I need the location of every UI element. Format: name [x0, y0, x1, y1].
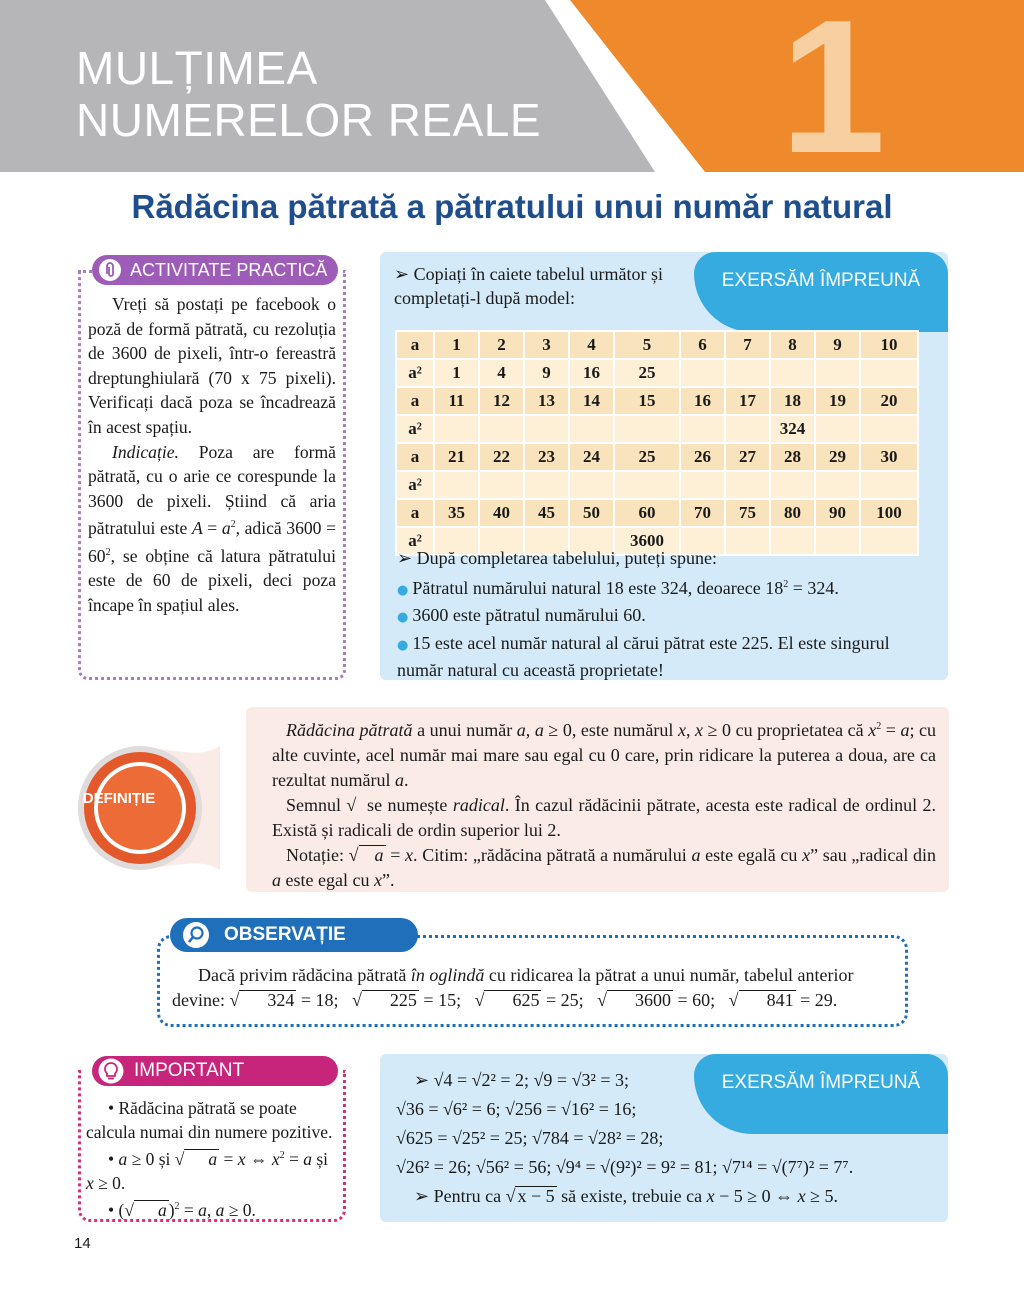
t: .: [403, 770, 409, 790]
t: ”.: [381, 870, 395, 890]
arrow-icon: ➢: [396, 1070, 434, 1090]
table-cell: 80: [770, 499, 815, 527]
var-a: a: [900, 720, 910, 740]
var-a: a: [272, 870, 281, 890]
table-cell: 28: [770, 443, 815, 471]
conclusion-1-end: = 324.: [788, 577, 839, 598]
var-x: x: [237, 1148, 246, 1169]
table-cell: 6: [680, 331, 725, 359]
t: ): [168, 1199, 175, 1220]
table-cell: 2: [479, 331, 524, 359]
table-cell: [725, 415, 770, 443]
activity-p2-text: Poza are formă pătrată, cu o arie ce corespunde la 3600 de pixeli. Știind că aria pătratului este: [88, 441, 336, 539]
table-cell: [725, 471, 770, 499]
t: ≥ 0, este numărul: [543, 720, 678, 740]
observation-paragraph: Dacă privim rădăcina pătrată în oglindă cu ridicarea la pătrat a unui număr, tabelul anterior devine: √ 324 = 18; √ 225 = 15; √ 625 = 25; √ 3600 = 60; √ 841 = 29.: [172, 965, 854, 1010]
definition-badge: [70, 733, 220, 883]
t: Dacă privim rădăcina pătrată: [198, 965, 411, 985]
t: =: [219, 1148, 238, 1169]
t: Notație:: [286, 845, 349, 865]
t: = 18;: [296, 990, 339, 1010]
table-cell: [770, 471, 815, 499]
t: = 29.: [795, 990, 838, 1010]
important-item-1: • Rădăcina pătrată se poate calcula numai din numere pozitive.: [86, 1098, 333, 1142]
table-cell: 25: [614, 443, 680, 471]
var-x: x: [868, 720, 877, 740]
table-cell: [680, 359, 725, 387]
chapter-title-line1: MULȚIMEA: [76, 42, 318, 94]
definition-paragraph-1: Rădăcina pătrată a unui număr a, a ≥ 0, este numărul x, x ≥ 0 cu proprietatea că $x^2 = a$; cu alte cuvinte, acel număr mai mare sau egal cu 0 care, prin ridicare la puterea a doua, are ca rezultat numărul a.: [272, 720, 937, 790]
term-radical: radical: [452, 795, 505, 815]
table-cell: [434, 415, 479, 443]
t: Pentru ca: [433, 1186, 506, 1206]
table-cell: 45: [524, 499, 569, 527]
table-cell: 100: [860, 499, 918, 527]
table-cell: [815, 471, 860, 499]
line-1: √4 = √2² = 2; √9 = √3² = 3;: [433, 1070, 630, 1090]
table-cell: 5: [614, 331, 680, 359]
t: ” sau „radical din: [810, 845, 937, 865]
exercise-1-intro: [394, 262, 694, 310]
table-row-header: a²: [396, 527, 434, 555]
conclusion-item: [397, 631, 937, 684]
conclusions-intro-text: După completarea tabelului, puteți spune:: [416, 548, 717, 568]
t: a unui număr: [412, 720, 517, 740]
var-x: x: [706, 1186, 715, 1206]
t: ⇔: [245, 1148, 272, 1169]
t: − 5 ≥ 0 ⇔: [714, 1186, 798, 1206]
important-label: IMPORTANT: [134, 1060, 245, 1081]
table-cell: 30: [860, 443, 918, 471]
activity-paragraph-2: Indicație. Poza are formă pătrată, cu o arie ce corespunde la 3600 de pixeli. Știind că aria pătratului este $A = a^2$, adică $3600 = 60^2$, se obține că latura pătratului este de 60 de pixeli, deci poza încape în spațiul ales.: [88, 441, 336, 615]
table-row: [396, 359, 918, 387]
table-cell: 4: [479, 359, 524, 387]
t: =: [385, 845, 406, 865]
radicand: [134, 1200, 169, 1219]
table-cell: 22: [479, 443, 524, 471]
radicand: 3600: [607, 990, 673, 1009]
table-row: [396, 471, 918, 499]
table-cell: 19: [815, 387, 860, 415]
table-cell: 9: [524, 359, 569, 387]
t: cu ridicarea la pătrat a unui număr, tabelul anterior devine:: [172, 965, 854, 1010]
exercise-2-line-3: √625 = √25² = 25; √784 = √28² = 28;: [396, 1128, 664, 1148]
var-a: a: [215, 1199, 225, 1220]
t: ,: [206, 1199, 216, 1220]
activity-p2-after: , adică 3600 = 60: [88, 518, 336, 566]
table-cell: 1: [434, 359, 479, 387]
var-x: x: [405, 845, 414, 865]
conclusion-3: 15 este acel număr natural al cărui pătrat este 225. El este singurul număr natural cu această proprietate!: [397, 632, 890, 680]
table-cell: 70: [680, 499, 725, 527]
table-cell: [524, 415, 569, 443]
var-a: a: [303, 1148, 312, 1169]
table-cell: 29: [815, 443, 860, 471]
t: ,: [685, 720, 696, 740]
table-cell: [614, 415, 680, 443]
var-x: x: [373, 870, 382, 890]
table-cell: [479, 415, 524, 443]
table-cell: 17: [725, 387, 770, 415]
t: ; cu alte cuvinte, acel număr mai mare sau egal cu 0 care, prin ridicare la puterea a doua, are ca rezultat numărul: [272, 720, 937, 790]
var-x: x: [271, 1148, 280, 1169]
t: =: [284, 1148, 304, 1169]
table-cell: 40: [479, 499, 524, 527]
magnifier-icon: [182, 921, 210, 949]
t: = 15;: [418, 990, 462, 1010]
t: ,: [525, 720, 535, 740]
table-cell: [680, 471, 725, 499]
var-x: x: [86, 1172, 94, 1193]
emphasis: în oglindă: [410, 965, 485, 985]
bullet-icon: ●: [397, 582, 409, 598]
table-cell: 324: [770, 415, 815, 443]
activity-paragraph-1: Vreți să postați pe facebook o poză de formă pătrată, cu rezoluția de 3600 de pixeli, într-o fereastră dreptunghiulară (70 x 75 pixeli). Verificați dacă poza se încadrează în acest spațiu.: [88, 294, 336, 437]
table-cell: 1: [434, 331, 479, 359]
table-cell: 20: [860, 387, 918, 415]
section-title: Rădăcina pătrată a pătratului unui număr natural: [131, 188, 893, 225]
table-cell: 24: [569, 443, 614, 471]
exercise-1-intro-text: Copiați în caiete tabelul următor și completați-l după model:: [394, 264, 664, 308]
t: ≥ 5.: [805, 1186, 838, 1206]
table-cell: [860, 471, 918, 499]
activity-banner: [92, 255, 338, 285]
table-cell: 60: [614, 499, 680, 527]
radical-sign: √: [346, 795, 362, 815]
table-cell: 12: [479, 387, 524, 415]
table-row-header: a²: [396, 359, 434, 387]
var-a: a: [221, 518, 231, 539]
table-cell: 23: [524, 443, 569, 471]
table-row-header: a²: [396, 415, 434, 443]
table-cell: 27: [725, 443, 770, 471]
var-a: a: [516, 720, 526, 740]
table-cell: [860, 359, 918, 387]
t: ≥ 0 și: [127, 1148, 175, 1169]
t: . Citim: „rădăcina pătrată a numărului: [413, 845, 692, 865]
table-cell: [434, 471, 479, 499]
table-cell: 4: [569, 331, 614, 359]
table-cell: 7: [725, 331, 770, 359]
var-a: a: [394, 770, 404, 790]
table-row-header: a: [396, 331, 434, 359]
radicand: [359, 845, 386, 864]
table-cell: [569, 415, 614, 443]
t: este egală cu: [700, 845, 803, 865]
var-x: x: [797, 1186, 806, 1206]
definition-paragraph-2: [272, 793, 936, 843]
exercise-2-text: [396, 1066, 944, 1211]
t: • (: [108, 1199, 125, 1220]
table-cell: 15: [614, 387, 680, 415]
table-cell: [680, 415, 725, 443]
table-cell: 16: [680, 387, 725, 415]
radicand: 324: [239, 990, 296, 1009]
table-cell: [860, 415, 918, 443]
conclusion-2: 3600 este pătratul numărului 60.: [412, 605, 646, 625]
t: =: [179, 1199, 199, 1220]
table-cell: 26: [680, 443, 725, 471]
t: =: [881, 720, 901, 740]
t: = 25;: [541, 990, 584, 1010]
arrow-icon: ➢: [397, 548, 417, 568]
t: să existe, trebuie ca: [556, 1186, 707, 1206]
table-cell: [569, 471, 614, 499]
table-cell: 21: [434, 443, 479, 471]
exercise-tab-1: EXERSĂM ÎMPREUNĂ: [694, 252, 948, 332]
squares-table: [395, 330, 919, 556]
conclusions-intro: [397, 546, 937, 572]
chapter-title: [76, 42, 541, 146]
observation-label: OBSERVAȚIE: [224, 924, 346, 945]
exercise-tab-2: EXERSĂM ÎMPREUNĂ: [694, 1054, 948, 1134]
table-cell: 16: [569, 359, 614, 387]
table-cell: [524, 471, 569, 499]
radicand: x − 5: [517, 1186, 555, 1206]
radicand: 841: [739, 990, 796, 1009]
table-cell: [614, 471, 680, 499]
exercise-2-line-2: √36 = √6² = 6; √256 = √16² = 16;: [396, 1099, 637, 1119]
table-row: [396, 415, 918, 443]
table-cell: 25: [614, 359, 680, 387]
table-row: [396, 331, 918, 359]
table-row: [396, 499, 918, 527]
table-cell: [815, 359, 860, 387]
definition-label: DEFINIȚIE: [82, 790, 156, 807]
table-cell: [815, 415, 860, 443]
activity-p2-end: , se obține că latura pătratului este de 60 de pixeli, deci poza încape în spațiul ales.: [88, 545, 336, 615]
t: . În cazul rădăcinii pătrate, acesta este radical de ordinul 2. Există și radicali de ordin superior lui 2.: [272, 795, 936, 840]
table-row-header: a: [396, 387, 434, 415]
exercise-1-conclusions: [397, 546, 937, 684]
table-cell: 14: [569, 387, 614, 415]
radicand: 225: [362, 990, 419, 1009]
t: = 60;: [673, 990, 716, 1010]
table-cell: 90: [815, 499, 860, 527]
conclusion-item: ● Pătratul numărului natural 18 este 324, deoarece $18^2 = 324$.: [397, 577, 839, 598]
var-A: A: [191, 518, 203, 539]
table-cell: 50: [569, 499, 614, 527]
bullet-icon: ●: [397, 610, 409, 625]
table-cell: [479, 471, 524, 499]
activity-text: [88, 292, 336, 617]
chapter-number: 1: [780, 0, 886, 193]
eq: =: [202, 518, 222, 539]
table-cell: 11: [434, 387, 479, 415]
table-cell: 13: [524, 387, 569, 415]
arrow-icon: ➢: [396, 1186, 434, 1206]
important-text: [86, 1096, 338, 1222]
var-a: a: [534, 720, 544, 740]
table-cell: 3600: [614, 527, 680, 555]
activity-label: ACTIVITATE PRACTICĂ: [130, 260, 328, 280]
t: este egal cu: [281, 870, 374, 890]
lightbulb-icon: [98, 1058, 124, 1084]
bullet-icon: ●: [397, 637, 409, 653]
observation-text: [172, 963, 896, 1013]
table-cell: 8: [770, 331, 815, 359]
conclusion-item: [397, 603, 937, 631]
t: se numește: [361, 795, 453, 815]
conclusion-1: Pătratul numărului natural 18 este 324, deoarece 18: [412, 577, 784, 598]
table-cell: 75: [725, 499, 770, 527]
var-a: a: [374, 845, 384, 865]
table-cell: 35: [434, 499, 479, 527]
exercise-2-line-4: √26² = 26; √56² = 56; √9⁴ = √(9²)² = 9² = 81; √7¹⁴ = √(7⁷)² = 7⁷.: [396, 1157, 854, 1177]
table-cell: [725, 359, 770, 387]
important-banner: [92, 1056, 338, 1086]
table-row-header: a: [396, 443, 434, 471]
chapter-title-line2: NUMERELOR REALE: [76, 94, 542, 146]
t: •: [108, 1148, 119, 1169]
table-row: [396, 387, 918, 415]
var-a: a: [157, 1199, 167, 1220]
var-a: a: [118, 1148, 128, 1169]
var-x: x: [802, 845, 811, 865]
table-row: [396, 443, 918, 471]
var-x: x: [677, 720, 686, 740]
hint-label: Indicație.: [112, 441, 179, 462]
exercise-2-line-5: ➢ Pentru ca √ x − 5 să existe, trebuie ca x − 5 ≥ 0 ⇔ x ≥ 5.: [396, 1186, 838, 1206]
page-number: 14: [74, 1235, 91, 1252]
table-cell: 3: [524, 331, 569, 359]
t: Semnul: [286, 795, 347, 815]
var-x: x: [695, 720, 704, 740]
radicand: [184, 1149, 219, 1168]
t: ≥ 0.: [224, 1199, 256, 1220]
term-radacina: Rădăcina pătrată: [286, 720, 413, 740]
important-item-3: • (√ a )$^2$ = a, a ≥ 0.: [108, 1199, 256, 1220]
definition-text: [272, 714, 936, 893]
table-row-header: a: [396, 499, 434, 527]
t: ≥ 0 cu proprietatea că: [703, 720, 869, 740]
table-cell: 18: [770, 387, 815, 415]
t: și: [311, 1148, 329, 1169]
arrow-icon: ➢: [394, 264, 414, 284]
var-a: a: [198, 1199, 207, 1220]
table-cell: 10: [860, 331, 918, 359]
table-row-header: a²: [396, 471, 434, 499]
var-a: a: [691, 845, 701, 865]
observation-banner: [170, 918, 418, 952]
table-cell: [770, 359, 815, 387]
exercise-2-line-1: [396, 1066, 944, 1095]
paperclip-icon: [98, 258, 122, 282]
t: ≥ 0.: [93, 1172, 126, 1193]
var-a: a: [208, 1148, 218, 1169]
table-cell: 9: [815, 331, 860, 359]
important-item-2: • a ≥ 0 și √ a = x ⇔ $x^2 = a$ și x ≥ 0.: [86, 1148, 329, 1193]
radicand: 625: [484, 990, 541, 1009]
definition-paragraph-3: Notație: √ a = x. Citim: „rădăcina pătrată a numărului a este egală cu x” sau „radical din a este egal cu x”.: [272, 845, 937, 890]
